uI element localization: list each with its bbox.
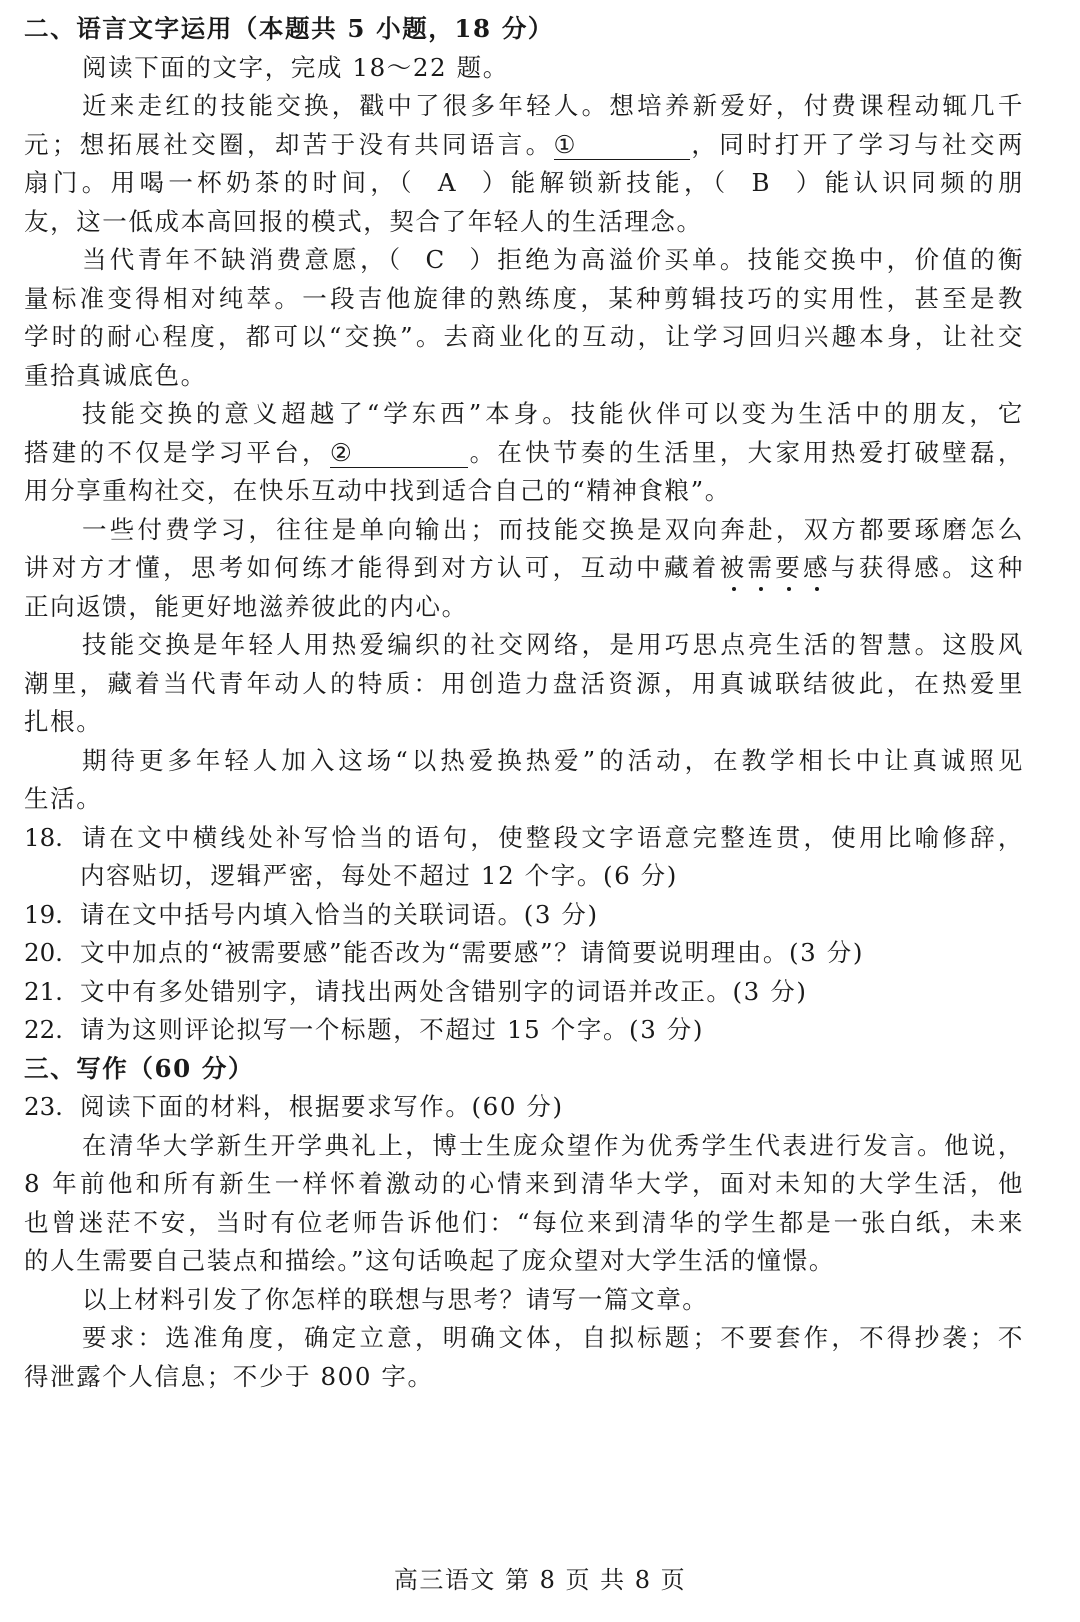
text-line: 学时的耐心程度，都可以“交换”。去商业化的互动，让学习回归兴趣本身，让社交 xyxy=(24,322,1024,351)
text-line xyxy=(24,241,1024,280)
text-line: 扎根。 xyxy=(24,707,103,736)
text-line: 得泄露个人信息；不少于 800 字。 xyxy=(24,1361,434,1391)
question-number: 23. xyxy=(24,1092,63,1121)
question-21 xyxy=(24,973,1024,1012)
paren-mark-b: B xyxy=(751,168,772,197)
paren-mark-c: C xyxy=(425,245,446,274)
emphasis-char: 被 xyxy=(719,553,748,582)
question-number: 22. xyxy=(24,1015,63,1044)
fill-blank-1: ① xyxy=(554,131,690,160)
paren-mark-a: A xyxy=(437,168,458,197)
text-segment: 。在快节奏的生活里，大家用热爱打破壁磊， xyxy=(467,437,1024,467)
text-line: 在清华大学新生开学典礼上，博士生庞众望作为优秀学生代表进行发言。他说， xyxy=(82,1130,1024,1160)
emphasis-char: 要 xyxy=(775,553,804,582)
question-19 xyxy=(24,896,1024,935)
passage-paragraph-5 xyxy=(24,626,1024,742)
text-line xyxy=(24,549,1024,588)
text-line: 友，这一低成本高回报的模式，契合了年轻人的生活理念。 xyxy=(24,206,703,236)
question-number: 20. xyxy=(24,938,63,967)
text-line: 重拾真诚底色。 xyxy=(24,360,207,390)
section-heading-writing: 三、写作（60 分） xyxy=(24,1053,255,1083)
text-line xyxy=(24,434,1024,473)
section-heading-language-use: 二、语言文字运用（本题共 5 小题，18 分） xyxy=(24,14,555,43)
question-text: 文中有多处错别字，请找出两处含错别字的词语并改正。(3 分) xyxy=(80,976,808,1006)
text-line: 正向返馈，能更好地滋养彼此的内心。 xyxy=(24,591,468,621)
passage-paragraph-4 xyxy=(24,511,1024,627)
text-line xyxy=(24,126,1024,165)
question-text: 请为这则评论拟写一个标题，不超过 15 个字。(3 分) xyxy=(80,1015,705,1044)
passage-paragraph-6 xyxy=(24,742,1024,819)
text-line: 要求：选准角度，确定立意，明确文体，自拟标题；不要套作，不得抄袭；不 xyxy=(82,1323,1024,1352)
question-text: 阅读下面的材料，根据要求写作。(60 分) xyxy=(80,1092,564,1121)
text-segment: ）能解锁新技能，（ xyxy=(479,168,730,197)
exam-page xyxy=(24,10,1024,1396)
reading-instruction: 阅读下面的文字，完成 18～22 题。 xyxy=(82,52,509,82)
question-line xyxy=(24,819,1024,858)
question-text: 文中加点的“被需要感”能否改为“需要感”？请简要说明理由。(3 分) xyxy=(80,938,864,967)
writing-material xyxy=(24,1127,1024,1281)
question-text: 请在文中横线处补写恰当的语句，使整段文字语意完整连贯，使用比喻修辞， xyxy=(80,822,1024,852)
question-line: 内容贴切，逻辑严密，每处不超过 12 个字。(6 分) xyxy=(80,861,678,890)
text-segment: ）拒绝为高溢价买单。技能交换中，价值的衡 xyxy=(467,245,1025,274)
text-line: 技能交换是年轻人用热爱编织的社交网络，是用巧思点亮生活的智慧。这股风 xyxy=(82,630,1024,659)
text-line: 潮里，藏着当代青年动人的特质：用创造力盘活资源，用真诚联结彼此，在热爱里 xyxy=(24,668,1024,698)
text-line: 8 年前他和所有新生一样怀着激动的心情来到清华大学，面对未知的大学生活，他 xyxy=(24,1169,1024,1198)
question-18 xyxy=(24,819,1024,896)
text-segment: 与获得感。这种 xyxy=(830,553,1024,582)
text-line: 期待更多年轻人加入这场“以热爱换热爱”的活动，在教学相长中让真诚照见 xyxy=(82,745,1024,775)
text-line: 一些付费学习，往往是单向输出；而技能交换是双向奔赴，双方都要琢磨怎么 xyxy=(82,514,1024,544)
passage-paragraph-1 xyxy=(24,87,1024,241)
passage-paragraph-2 xyxy=(24,241,1024,395)
question-list xyxy=(24,819,1024,1050)
page-footer: 高三语文 第 8 页 共 8 页 xyxy=(393,1566,687,1594)
question-23 xyxy=(24,1088,1024,1127)
question-text: 请在文中括号内填入恰当的关联词语。(3 分) xyxy=(80,899,599,929)
text-line xyxy=(24,164,1024,203)
text-line: 也曾迷茫不安，当时有位老师告诉他们：“每位来到清华的学生都是一张白纸，未来 xyxy=(24,1207,1024,1237)
question-20 xyxy=(24,934,1024,973)
text-segment: ）能认识同频的朋 xyxy=(793,168,1024,197)
text-segment: 扇门。用喝一杯奶茶的时间，（ xyxy=(24,168,416,197)
text-segment: 元；想拓展社交圈，却苦于没有共同语言。 xyxy=(24,129,554,159)
text-line: 的人生需要自己装点和描绘。”这句话唤起了庞众望对大学生活的憧憬。 xyxy=(24,1246,835,1275)
text-line: 近来走红的技能交换，戳中了很多年轻人。想培养新爱好，付费课程动辄几千 xyxy=(82,91,1024,120)
dotted-emphasis-text xyxy=(720,553,831,582)
text-segment: 搭建的不仅是学习平台， xyxy=(24,437,330,467)
emphasis-char: 需 xyxy=(747,553,776,582)
emphasis-char: 感 xyxy=(803,553,831,582)
question-22 xyxy=(24,1011,1024,1050)
text-segment: 当代青年不缺消费意愿，（ xyxy=(82,245,404,274)
writing-requirements xyxy=(24,1319,1024,1396)
text-line: 用分享重构社交，在快乐互动中找到适合自己的“精神食粮”。 xyxy=(24,476,731,505)
question-number: 18. xyxy=(24,822,63,852)
writing-question: 以上材料引发了你怎样的联想与思考？请写一篇文章。 xyxy=(82,1284,709,1314)
question-number: 19. xyxy=(24,899,63,929)
question-number: 21. xyxy=(24,976,63,1006)
text-segment: 讲对方才懂，思考如何练才能得到对方认可，互动中藏着 xyxy=(24,553,720,582)
passage-paragraph-3 xyxy=(24,395,1024,511)
fill-blank-2: ② xyxy=(330,439,468,468)
text-line: 生活。 xyxy=(24,784,103,813)
text-line: 量标准变得相对纯萃。一段吉他旋律的熟练度，某种剪辑技巧的实用性，甚至是教 xyxy=(24,283,1024,313)
text-line: 技能交换的意义超越了“学东西”本身。技能伙伴可以变为生活中的朋友，它 xyxy=(82,399,1024,428)
text-segment: ，同时打开了学习与社交两 xyxy=(689,129,1024,159)
